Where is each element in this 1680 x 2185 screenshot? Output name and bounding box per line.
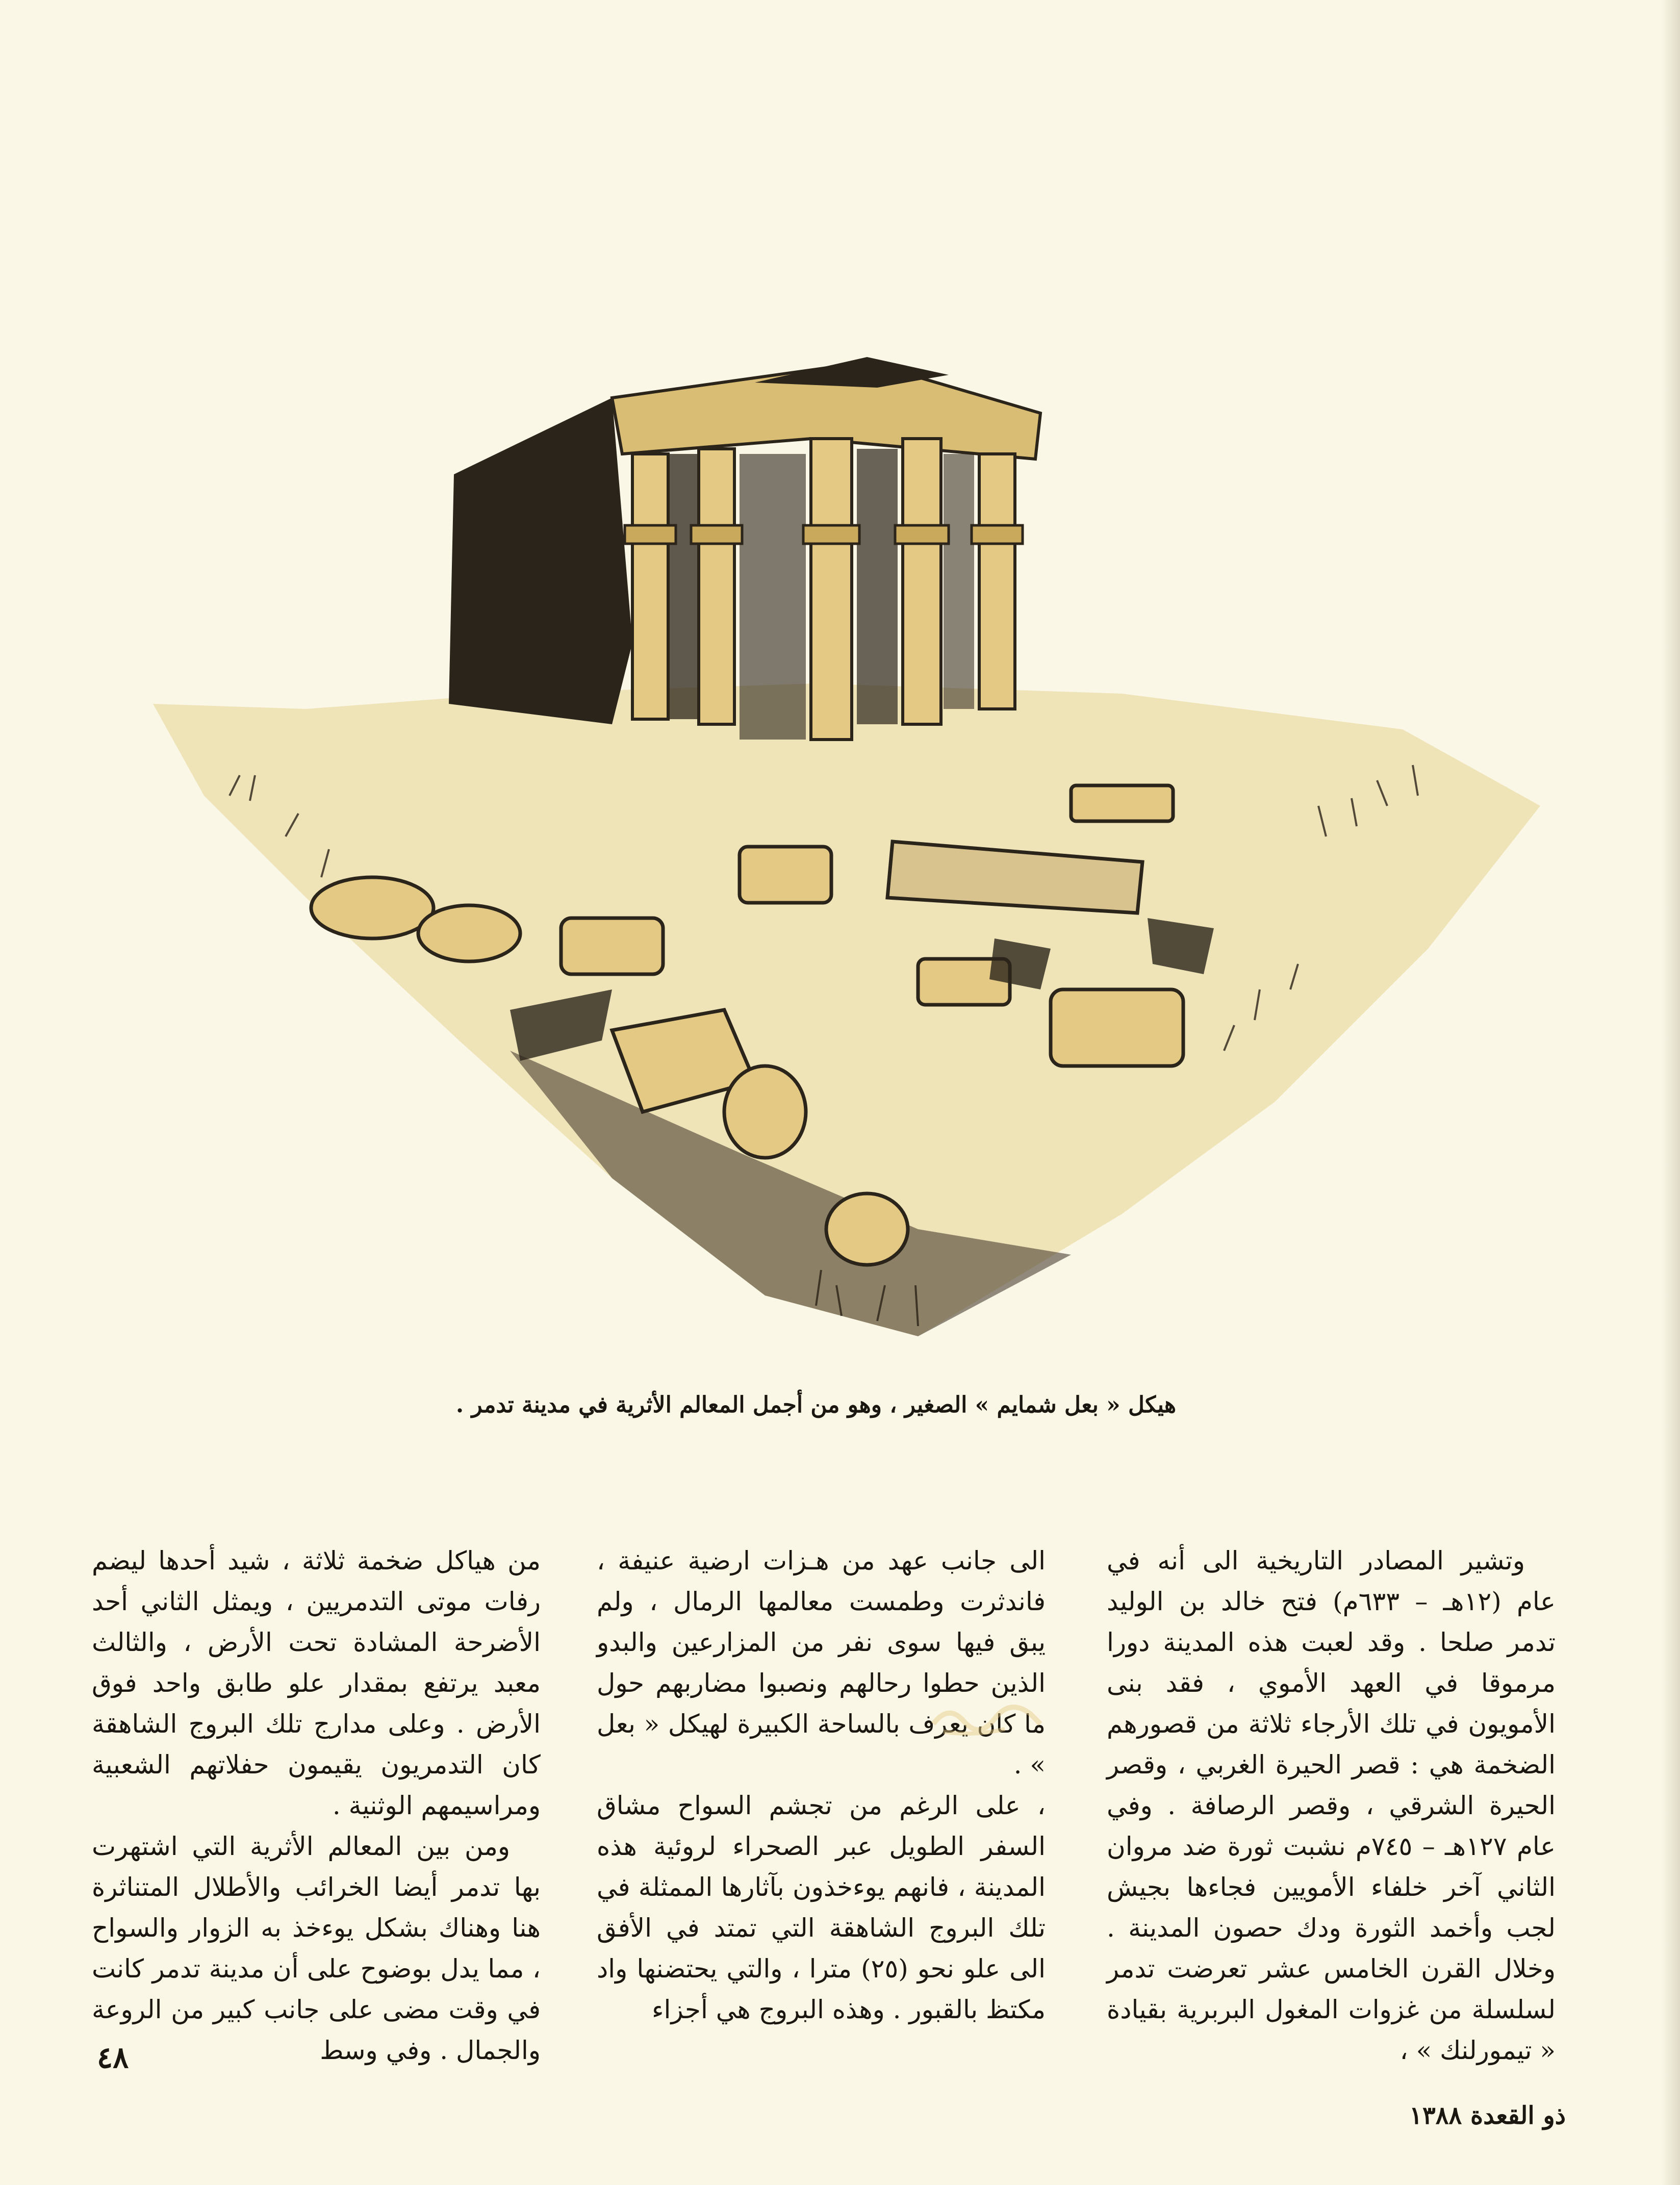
temple-illustration bbox=[153, 286, 1540, 1357]
image-caption: هيكل « بعل شمايم » الصغير ، وهو من أجمل المعالم الأثرية في مدينة تدمر . bbox=[455, 1392, 1177, 1418]
text-column-middle bbox=[597, 1540, 1046, 2030]
paragraph: الى جانب عهد من هـزات ارضية عنيفة ، فاندثرت وطمست معالمها الرمال ، ولم يبق فيها سوى نفر من المزارعين والبدو الذين حطوا رحالهم ونصبوا مضاربهم حول ما كان يعرف بالساحة الكبيرة لهيكل « بعل » . bbox=[597, 1546, 1046, 1780]
text-column-right bbox=[1107, 1540, 1556, 2065]
issue-date: ذو القعدة ١٣٨٨ bbox=[1409, 2101, 1566, 2130]
faded-logo-mark bbox=[928, 1693, 1046, 1739]
paragraph: ومن بين المعالم الأثرية التي اشتهرت بها تدمر أيضا الخرائب والأطلال المتناثرة هنا وهناك بشكل يوءخذ به الزوار والسواح ، مما يدل بوضوح على أن مدينة تدمر كانت في وقت مضى على جانب كبير من الروعة والجمال . وفي وسط bbox=[92, 1832, 541, 2065]
paragraph: وتشير المصادر التاريخية الى أنه في عام (١٢هـ – ٦٣٣م) فتح خالد بن الوليد تدمر صلحا . وقد لعبت هذه المدينة دورا مرموقا في العهد الأموي ، فقد بنى الأمويون في تلك الأرجاء ثلاثة من قصورهم الضخمة هي : قصر الحيرة الغربي ، وقصر الحيرة الشرقي ، وقصر الرصافة . وفي عام ١٢٧هـ – ٧٤٥م نشبت ثورة ضد مروان الثاني آخر خلفاء الأمويين فجاءها بجيش لجب وأخمد الثورة ودك حصون المدينة . وخلال القرن الخامس عشر تعرضت تدمر لسلسلة من غزوات المغول البربرية بقيادة « تيمورلنك » ، bbox=[1107, 1546, 1556, 2065]
page-number: ٤٨ bbox=[97, 2040, 129, 2075]
paragraph: من هياكل ضخمة ثلاثة ، شيد أحدها ليضم رفات موتى التدمريين ، ويمثل الثاني أحد الأضرحة المشادة تحت الأرض ، والثالث معبد يرتفع بمقدار علو طابق واحد فوق الأرض . وعلى مدارج تلك البروج الشاهقة كان التدمريون يقيمون حفلاتهم الشعبية ومراسيمهم الوثنية . bbox=[92, 1546, 541, 1820]
page-edge-shadow bbox=[1662, 0, 1680, 2185]
paragraph: ، على الرغم من تجشم السواح مشاق السفر الطويل عبر الصحراء لروئية هذه المدينة ، فانهم يوءخذون بآثارها الممثلة في تلك البروج الشاهقة التي تمتد في الأفق الى علو نحو (٢٥) مترا ، والتي يحتضنها واد مكتظ بالقبور . وهذه البروج هي أجزاء bbox=[597, 1791, 1046, 2024]
